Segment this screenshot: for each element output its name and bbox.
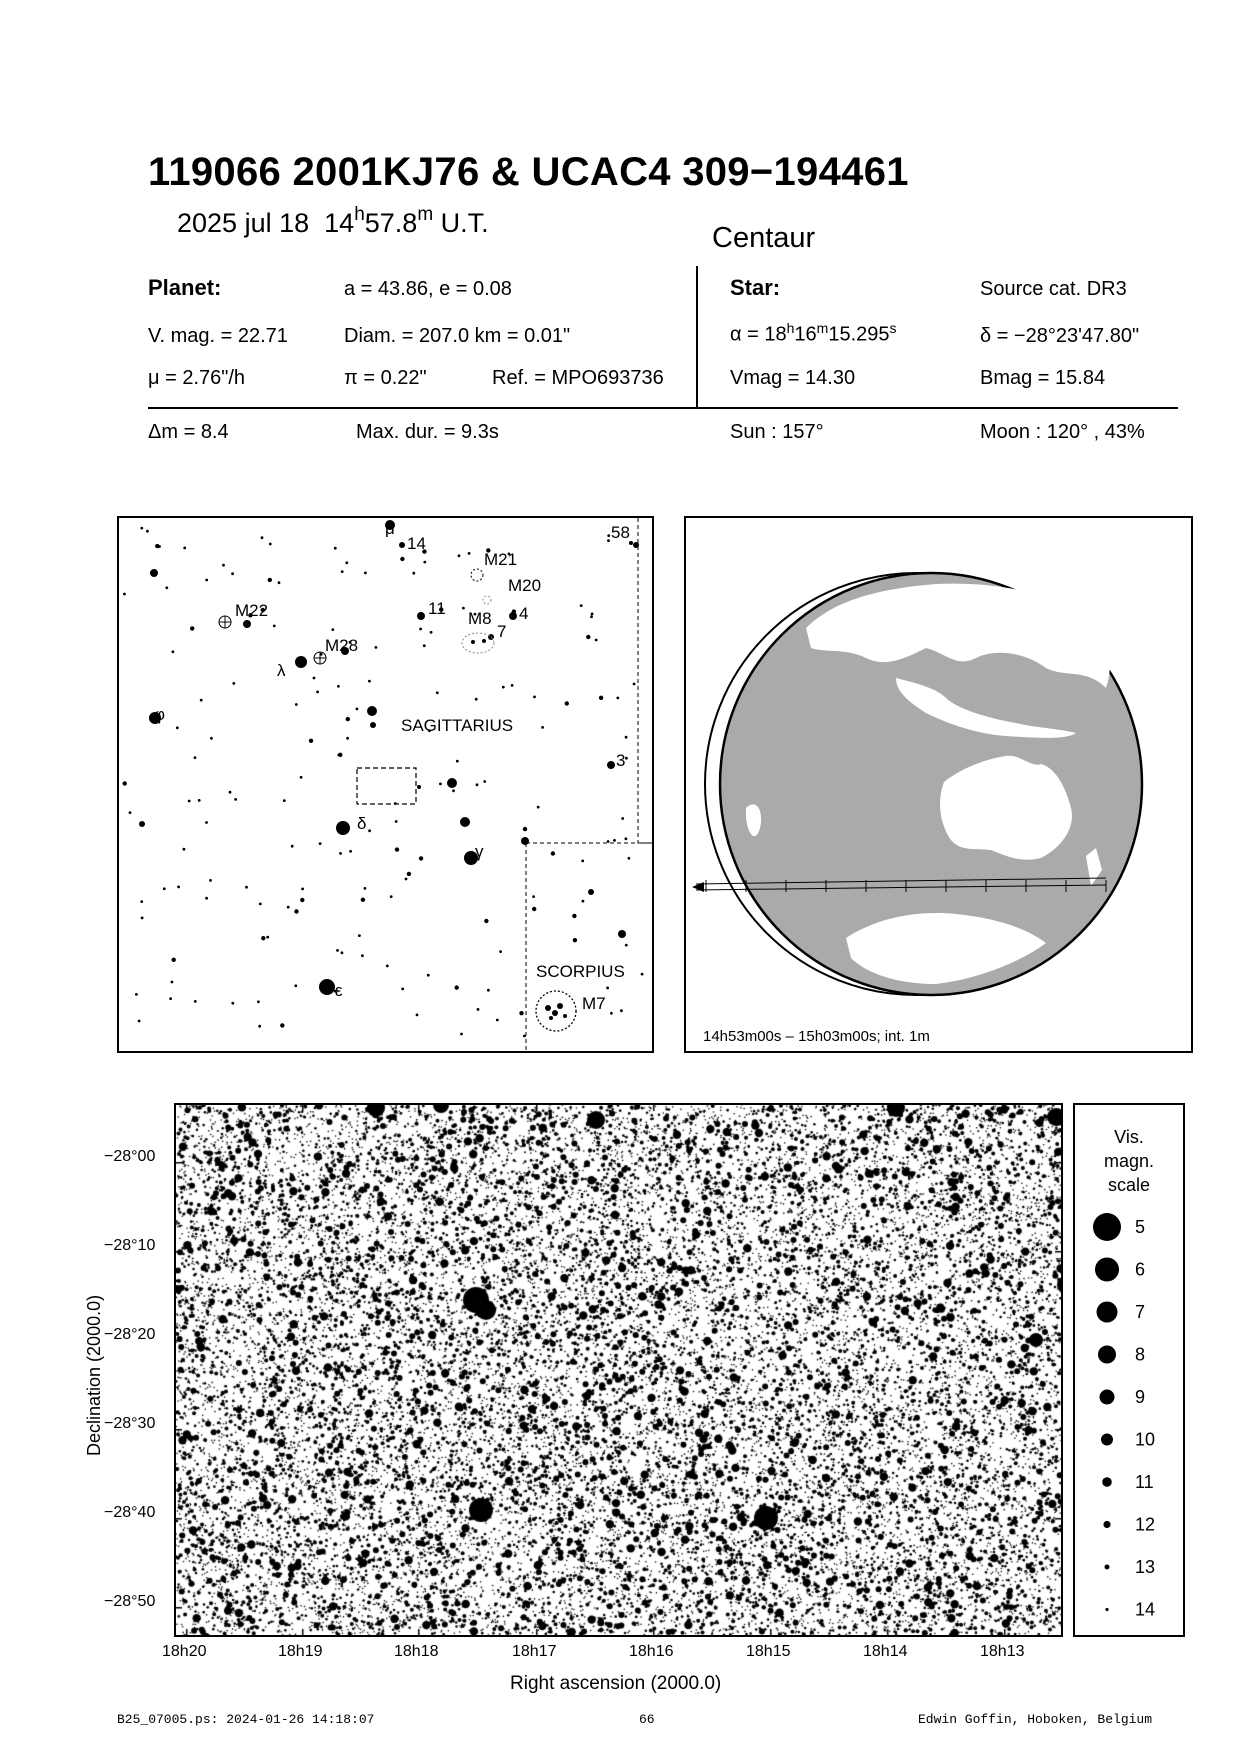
finder-star [141, 917, 144, 920]
finder-star [205, 821, 208, 824]
finder-star [541, 726, 544, 729]
finder-star [139, 821, 145, 827]
star-right-ascension [730, 320, 897, 347]
planet-parallax: π = 0.22" [344, 367, 427, 389]
finder-star [177, 886, 180, 889]
finder-star [280, 1023, 284, 1027]
finder-star [358, 934, 361, 937]
label-58: 58 [611, 523, 630, 542]
finder-star [625, 837, 628, 840]
finder-star [477, 1008, 480, 1011]
finder-star [618, 930, 626, 938]
finder-star [200, 699, 203, 702]
finder-star [502, 686, 505, 689]
legend-title-scale: scale [1107, 1175, 1151, 1195]
finder-star [163, 887, 166, 890]
header-divider-vertical [696, 266, 698, 408]
finder-star [394, 802, 397, 805]
finder-star [261, 936, 265, 940]
star-bmag: Bmag = 15.84 [980, 367, 1106, 389]
finder-star [319, 842, 322, 845]
finder-star [231, 1002, 234, 1005]
finder-star [194, 1000, 197, 1003]
finder-star [436, 691, 439, 694]
finder-star [386, 965, 389, 968]
finder-star [419, 612, 422, 615]
label-m22: M22 [235, 601, 269, 620]
label-14: 14 [407, 534, 426, 553]
legend-magnitude-label: 7 [1135, 1302, 1146, 1322]
finder-star [523, 827, 527, 831]
finder-star [484, 919, 488, 923]
finder-star [496, 1019, 499, 1022]
finder-star [471, 640, 475, 644]
star-source-catalog: Source cat. DR3 [980, 278, 1127, 300]
finder-star [483, 780, 486, 783]
legend-magnitude-dot [1098, 1346, 1116, 1364]
finder-star [331, 628, 334, 631]
finder-star [150, 569, 158, 577]
finder-star [146, 530, 149, 533]
finder-star [172, 958, 176, 962]
finder-star [273, 625, 276, 628]
legend-magnitude-dot [1105, 1565, 1110, 1570]
label-m20: M20 [508, 576, 542, 595]
finder-star [447, 778, 457, 788]
legend-magnitude-dot [1097, 1302, 1118, 1323]
finder-chart [117, 516, 654, 1053]
legend-title-vis: Vis. [1114, 1127, 1144, 1147]
finder-star [364, 887, 367, 890]
finder-star [336, 821, 350, 835]
finder-star [456, 760, 459, 763]
finder-star [390, 895, 393, 898]
finder-star [423, 561, 426, 564]
finder-star [269, 543, 272, 546]
time-minutes: 57.8 [364, 208, 418, 238]
finder-star [563, 1014, 567, 1018]
event-date: 2025 jul 18 [177, 208, 310, 238]
m21-cluster-symbol [471, 569, 483, 581]
finder-star [590, 615, 593, 618]
finder-star [521, 837, 529, 845]
finder-star [607, 534, 610, 537]
finder-star [169, 997, 172, 1000]
star-ra-minutes: 16 [794, 323, 817, 346]
sun-elongation: Sun : 157° [730, 421, 824, 443]
finder-star [198, 799, 201, 802]
finder-star [552, 1010, 558, 1016]
star-declination: δ = −28°23'47.80" [980, 325, 1140, 347]
footer-file-info: B25_07005.ps: 2024-01-26 14:18:07 [117, 1712, 375, 1727]
finder-star [309, 739, 313, 743]
label-mu: μ [385, 519, 395, 538]
finder-star [361, 898, 365, 902]
finder-star [209, 879, 212, 882]
finder-star [401, 988, 404, 991]
footer-author: Edwin Goffin, Hoboken, Belgium [918, 1712, 1153, 1727]
legend-magnitude-label: 11 [1135, 1472, 1154, 1492]
finder-star [573, 938, 577, 942]
finder-star [138, 1020, 141, 1023]
finder-star [595, 639, 598, 642]
finder-star [294, 984, 297, 987]
finder-star [243, 620, 251, 628]
label-11: 11 [428, 599, 446, 618]
x-tick-label: 18h18 [394, 1643, 439, 1660]
finder-star [511, 684, 514, 687]
x-tick-label: 18h14 [863, 1643, 908, 1660]
boundary-line [638, 518, 652, 843]
label-delta: δ [357, 814, 367, 833]
finder-star [190, 626, 194, 630]
planet-label: Planet: [148, 275, 222, 300]
label-m8: M8 [468, 609, 492, 628]
finder-star [545, 1005, 551, 1011]
finder-star [194, 756, 197, 759]
event-datetime [177, 206, 489, 239]
finder-star [341, 951, 344, 954]
legend-magnitude-dot [1102, 1477, 1112, 1487]
finder-star [183, 547, 186, 550]
max-duration: Max. dur. = 9.3s [356, 421, 499, 443]
finder-star [188, 800, 191, 803]
finder-star [336, 949, 339, 952]
finder-star [519, 1011, 523, 1015]
finder-star [405, 878, 408, 881]
legend-symbols [1075, 1105, 1183, 1635]
m22-globular-symbol [219, 616, 231, 628]
finder-star [625, 944, 628, 947]
label-sagittarius: SAGITTARIUS [401, 716, 514, 735]
finder-star [231, 572, 234, 575]
finder-star [419, 628, 422, 631]
finder-star [533, 696, 536, 699]
finder-star [165, 586, 168, 589]
finder-star [399, 542, 405, 548]
finder-star [395, 820, 398, 823]
legend-magnitude-dot [1093, 1213, 1121, 1241]
finder-star [487, 989, 490, 992]
finder-star [278, 581, 281, 584]
planet-diameter: Diam. = 207.0 km = 0.01" [344, 325, 571, 347]
star-ra-prefix: α = 18 [730, 323, 787, 346]
finder-star [123, 781, 127, 785]
finder-star [140, 900, 143, 903]
finder-star [375, 646, 378, 649]
finder-star [532, 907, 536, 911]
finder-star [339, 852, 342, 855]
finder-star [462, 607, 465, 610]
finder-star [610, 1012, 613, 1015]
finder-star [368, 829, 371, 832]
finder-star [551, 851, 555, 855]
finder-star [412, 572, 415, 575]
finder-star [430, 631, 433, 634]
globe-svg [686, 518, 1191, 1051]
finder-star [295, 656, 307, 668]
finder-star [295, 703, 298, 706]
time-minutes-unit: m [417, 204, 434, 225]
finder-star [537, 806, 540, 809]
y-tick-label: −28°50 [104, 1593, 156, 1610]
finder-star [129, 811, 132, 814]
label-m28: M28 [325, 636, 359, 655]
legend-magnitude-dot [1095, 1258, 1119, 1282]
finder-star [455, 985, 459, 989]
label-m7: M7 [582, 994, 606, 1013]
finder-star [294, 909, 298, 913]
finder-star [300, 898, 304, 902]
x-tick-label: 18h13 [980, 1643, 1025, 1660]
finder-star [482, 639, 486, 643]
x-tick-label: 18h15 [746, 1643, 791, 1660]
page-title: 119066 2001KJ76 & UCAC4 309−194461 [148, 150, 909, 194]
finder-star [345, 561, 348, 564]
legend-magnitude-label: 6 [1135, 1259, 1146, 1280]
legend-magnitude-dot [1103, 1521, 1110, 1528]
y-tick-label: −28°40 [104, 1504, 156, 1521]
finder-star [205, 897, 208, 900]
y-tick-label: −28°20 [104, 1326, 156, 1343]
finder-star [580, 604, 583, 607]
legend-magnitude-dot [1105, 1608, 1108, 1611]
finder-star [361, 954, 364, 957]
planet-orbit: a = 43.86, e = 0.08 [344, 278, 512, 300]
y-tick-label: −28°10 [104, 1237, 156, 1254]
label-7: 7 [497, 622, 507, 641]
footer-page-number: 66 [639, 1712, 655, 1727]
finder-star [620, 1009, 623, 1012]
finder-star [621, 817, 624, 820]
finder-star [586, 635, 590, 639]
globe-panel [684, 516, 1193, 1053]
star-vmag: Vmag = 14.30 [730, 367, 856, 389]
label-lambda: λ [277, 661, 286, 680]
star-label: Star: [730, 275, 781, 300]
finder-star [341, 570, 344, 573]
finder-star [370, 722, 376, 728]
star-ra-h-unit: h [786, 320, 795, 336]
globe-caption: 14h53m00s – 15h03m00s; int. 1m [703, 1028, 930, 1045]
label-gamma: γ [475, 842, 484, 861]
finder-star [301, 888, 304, 891]
finder-star [460, 817, 470, 827]
finder-star [616, 697, 619, 700]
finder-star [439, 783, 442, 786]
planet-reference: Ref. = MPO693736 [492, 367, 664, 389]
finder-star [417, 785, 421, 789]
label-phi: φ [154, 705, 166, 724]
legend-magnitude-dot [1100, 1390, 1115, 1405]
finder-star [532, 895, 535, 898]
finder-star [625, 736, 628, 739]
finder-chart-svg [119, 518, 652, 1051]
star-ra-seconds: 15.295 [828, 323, 890, 346]
finder-star [245, 886, 248, 889]
finder-star [400, 557, 404, 561]
legend-title-magn: magn. [1103, 1151, 1155, 1171]
finder-star [588, 889, 594, 895]
finder-star [607, 539, 610, 542]
finder-star [591, 613, 594, 616]
finder-star [334, 547, 337, 550]
finder-star [613, 839, 616, 842]
finder-star [512, 609, 516, 613]
finder-star [423, 644, 426, 647]
finder-stars [123, 520, 644, 1037]
header-divider-horizontal [148, 407, 1178, 409]
finder-star [349, 850, 352, 853]
finder-star [416, 1014, 419, 1017]
finder-star [565, 701, 569, 705]
finder-star [300, 776, 303, 779]
finder-star [367, 706, 377, 716]
delta-magnitude: Δm = 8.4 [148, 421, 229, 443]
finder-star [581, 860, 584, 863]
finder-star [123, 593, 126, 596]
finder-star [316, 691, 319, 694]
finder-star [222, 564, 225, 567]
finder-star [407, 872, 411, 876]
finder-star [229, 791, 232, 794]
finder-star [523, 1035, 526, 1038]
y-tick-label: −28°30 [104, 1415, 156, 1432]
finder-star [607, 761, 615, 769]
star-ra-m-unit: m [816, 320, 829, 336]
finder-star [468, 552, 471, 555]
object-class: Centaur [712, 222, 816, 254]
legend-magnitude-label: 8 [1135, 1344, 1146, 1365]
finder-star [257, 1000, 260, 1003]
finder-star [641, 973, 644, 976]
finder-star [232, 682, 235, 685]
x-tick-label: 18h20 [162, 1643, 207, 1660]
finder-star [258, 1025, 261, 1028]
finder-star [364, 572, 367, 575]
finder-star [549, 1016, 553, 1020]
finder-star [259, 903, 262, 906]
m20-nebula-symbol [483, 596, 491, 604]
m8-nebula-symbol [462, 633, 494, 653]
finder-star [176, 726, 179, 729]
finder-star [346, 717, 350, 721]
magnitude-legend [1073, 1103, 1185, 1637]
label-3: 3 [616, 751, 626, 770]
finder-star [599, 696, 603, 700]
finder-star [319, 979, 335, 995]
field-of-view-box [357, 768, 416, 804]
finder-star [419, 856, 423, 860]
finder-star [287, 906, 290, 909]
label-scorpius: SCORPIUS [536, 962, 625, 981]
x-tick-label: 18h17 [512, 1643, 557, 1660]
label-4: 4 [519, 604, 529, 623]
finder-star [234, 798, 237, 801]
label-epsilon: ε [335, 981, 343, 1000]
time-hours: 14 [324, 208, 355, 238]
finder-star [356, 708, 359, 711]
finder-star [210, 737, 213, 740]
finder-star [633, 683, 636, 686]
time-hours-unit: h [354, 204, 365, 225]
planet-motion: μ = 2.76"/h [148, 367, 246, 389]
finder-star [572, 914, 576, 918]
finder-star [337, 685, 340, 688]
legend-magnitude-label: 10 [1135, 1429, 1156, 1450]
finder-star [628, 857, 631, 860]
finder-star [172, 650, 175, 653]
finder-star [395, 847, 399, 851]
legend-magnitude-dot [1101, 1434, 1113, 1446]
finder-star [158, 545, 161, 548]
finder-star [268, 578, 272, 582]
finder-star [582, 900, 585, 903]
finder-star [135, 993, 138, 996]
legend-magnitude-label: 5 [1135, 1217, 1146, 1237]
finder-star [283, 799, 286, 802]
legend-magnitude-label: 12 [1135, 1514, 1156, 1535]
legend-magnitude-label: 13 [1135, 1557, 1156, 1577]
finder-star [140, 527, 143, 530]
finder-star [633, 542, 639, 548]
finder-star [460, 1033, 463, 1036]
legend-magnitude-label: 14 [1135, 1599, 1156, 1620]
finder-star [557, 1003, 563, 1009]
finder-star [338, 753, 342, 757]
finder-star [488, 634, 494, 640]
finder-star [458, 554, 461, 557]
planet-vmag: V. mag. = 22.71 [148, 325, 288, 347]
finder-star [171, 981, 174, 984]
finder-star [452, 789, 455, 792]
y-axis-label: Declination (2000.0) [84, 1294, 104, 1456]
finder-star [261, 536, 264, 539]
moon-info: Moon : 120° , 43% [980, 421, 1145, 443]
finder-star [606, 987, 609, 990]
finder-star [346, 737, 349, 740]
finder-star [205, 579, 208, 582]
star-field-canvas [176, 1105, 1061, 1635]
finder-star [427, 974, 430, 977]
time-suffix: U.T. [440, 208, 489, 238]
x-tick-label: 18h19 [278, 1643, 323, 1660]
finder-star [476, 783, 479, 786]
star-ra-s-unit: s [889, 320, 897, 336]
label-m21: M21 [484, 550, 518, 569]
finder-star [313, 677, 316, 680]
finder-star [499, 950, 502, 953]
x-axis-label: Right ascension (2000.0) [510, 1673, 722, 1694]
finder-star [183, 848, 186, 851]
finder-star [291, 845, 294, 848]
legend-magnitude-label: 9 [1135, 1387, 1146, 1407]
finder-star [266, 936, 269, 939]
finder-star [607, 840, 610, 843]
y-tick-label: −28°00 [104, 1148, 156, 1165]
x-tick-label: 18h16 [629, 1643, 674, 1660]
detail-star-chart [174, 1103, 1063, 1637]
finder-star [368, 680, 371, 683]
finder-star [475, 698, 478, 701]
